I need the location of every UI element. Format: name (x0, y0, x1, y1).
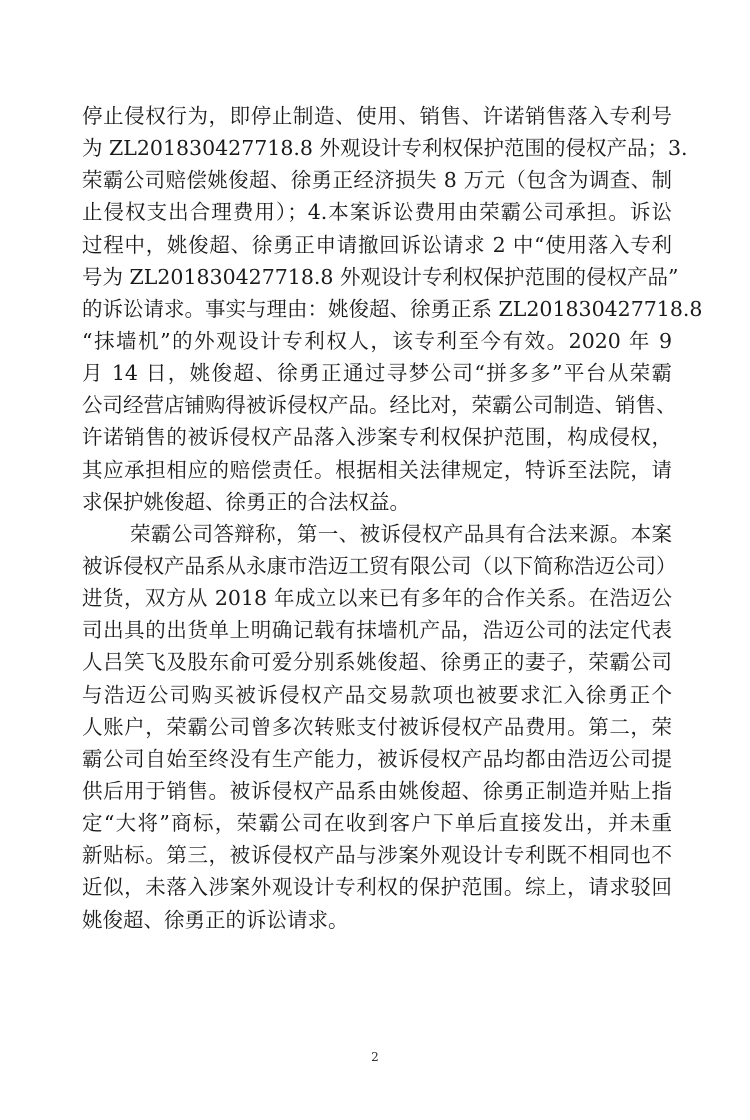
text-line: 司出具的出货单上明确记载有抹墙机产品，浩迈公司的法定代表 (82, 618, 672, 643)
document-body (82, 100, 703, 936)
text-line: 月 14 日，姚俊超、徐勇正通过寻梦公司“拼多多”平台从荣霸 (82, 361, 672, 386)
text-line: 过程中，姚俊超、徐勇正申请撤回诉讼请求 2 中“使用落入专利 (82, 232, 672, 257)
page-number: 2 (371, 1050, 379, 1064)
paragraph-defense (82, 518, 677, 936)
text-line: 与浩迈公司购买被诉侵权产品交易款项也被要求汇入徐勇正个 (82, 682, 672, 707)
text-line: 被诉侵权产品系从永康市浩迈工贸有限公司（以下简称浩迈公司） (82, 553, 677, 578)
text-line: 新贴标。第三，被诉侵权产品与涉案外观设计专利既不相同也不 (82, 843, 672, 868)
text-line: 公司经营店铺购得被诉侵权产品。经比对，荣霸公司制造、销售、 (82, 393, 677, 418)
text-line: 停止侵权行为，即停止制造、使用、销售、许诺销售落入专利号 (82, 104, 672, 128)
text-line: 人吕笑飞及股东俞可爱分别系姚俊超、徐勇正的妻子，荣霸公司 (82, 650, 672, 675)
text-line: 号为 ZL201830427718.8 外观设计专利权保护范围的侵权产品” (82, 264, 679, 289)
text-line: 为 ZL201830427718.8 外观设计专利权保护范围的侵权产品；3. (82, 136, 688, 161)
text-line: 近似，未落入涉案外观设计专利权的保护范围。综上，请求驳回 (82, 875, 672, 900)
text-line: “抹墙机”的外观设计专利权人，该专利至今有效。2020 年 9 (82, 328, 672, 353)
text-line: 供后用于销售。被诉侵权产品系由姚俊超、徐勇正制造并贴上指 (82, 778, 672, 803)
text-line: 止侵权支出合理费用）；4.本案诉讼费用由荣霸公司承担。诉讼 (82, 200, 672, 225)
paragraph-claims (82, 100, 703, 518)
text-line: 求保护姚俊超、徐勇正的合法权益。 (82, 489, 410, 514)
text-line: 其应承担相应的赔偿责任。根据相关法律规定，特诉至法院，请 (82, 457, 672, 482)
text-line: 的诉讼请求。事实与理由：姚俊超、徐勇正系 ZL201830427718.8 (82, 296, 703, 321)
text-line: 进货，双方从 2018 年成立以来已有多年的合作关系。在浩迈公 (82, 586, 672, 611)
text-line: 霸公司自始至终没有生产能力，被诉侵权产品均都由浩迈公司提 (82, 746, 672, 771)
text-line: 人账户，荣霸公司曾多次转账支付被诉侵权产品费用。第二，荣 (82, 714, 672, 739)
text-line: 荣霸公司答辩称，第一、被诉侵权产品具有合法来源。本案 (130, 521, 672, 546)
text-line: 许诺销售的被诉侵权产品落入涉案专利权保护范围，构成侵权， (82, 425, 672, 450)
text-line: 定“大将”商标，荣霸公司在收到客户下单后直接发出，并未重 (82, 811, 672, 836)
text-line: 荣霸公司赔偿姚俊超、徐勇正经济损失 8 万元（包含为调查、制 (82, 168, 672, 193)
text-line: 姚俊超、徐勇正的诉讼请求。 (82, 907, 349, 932)
